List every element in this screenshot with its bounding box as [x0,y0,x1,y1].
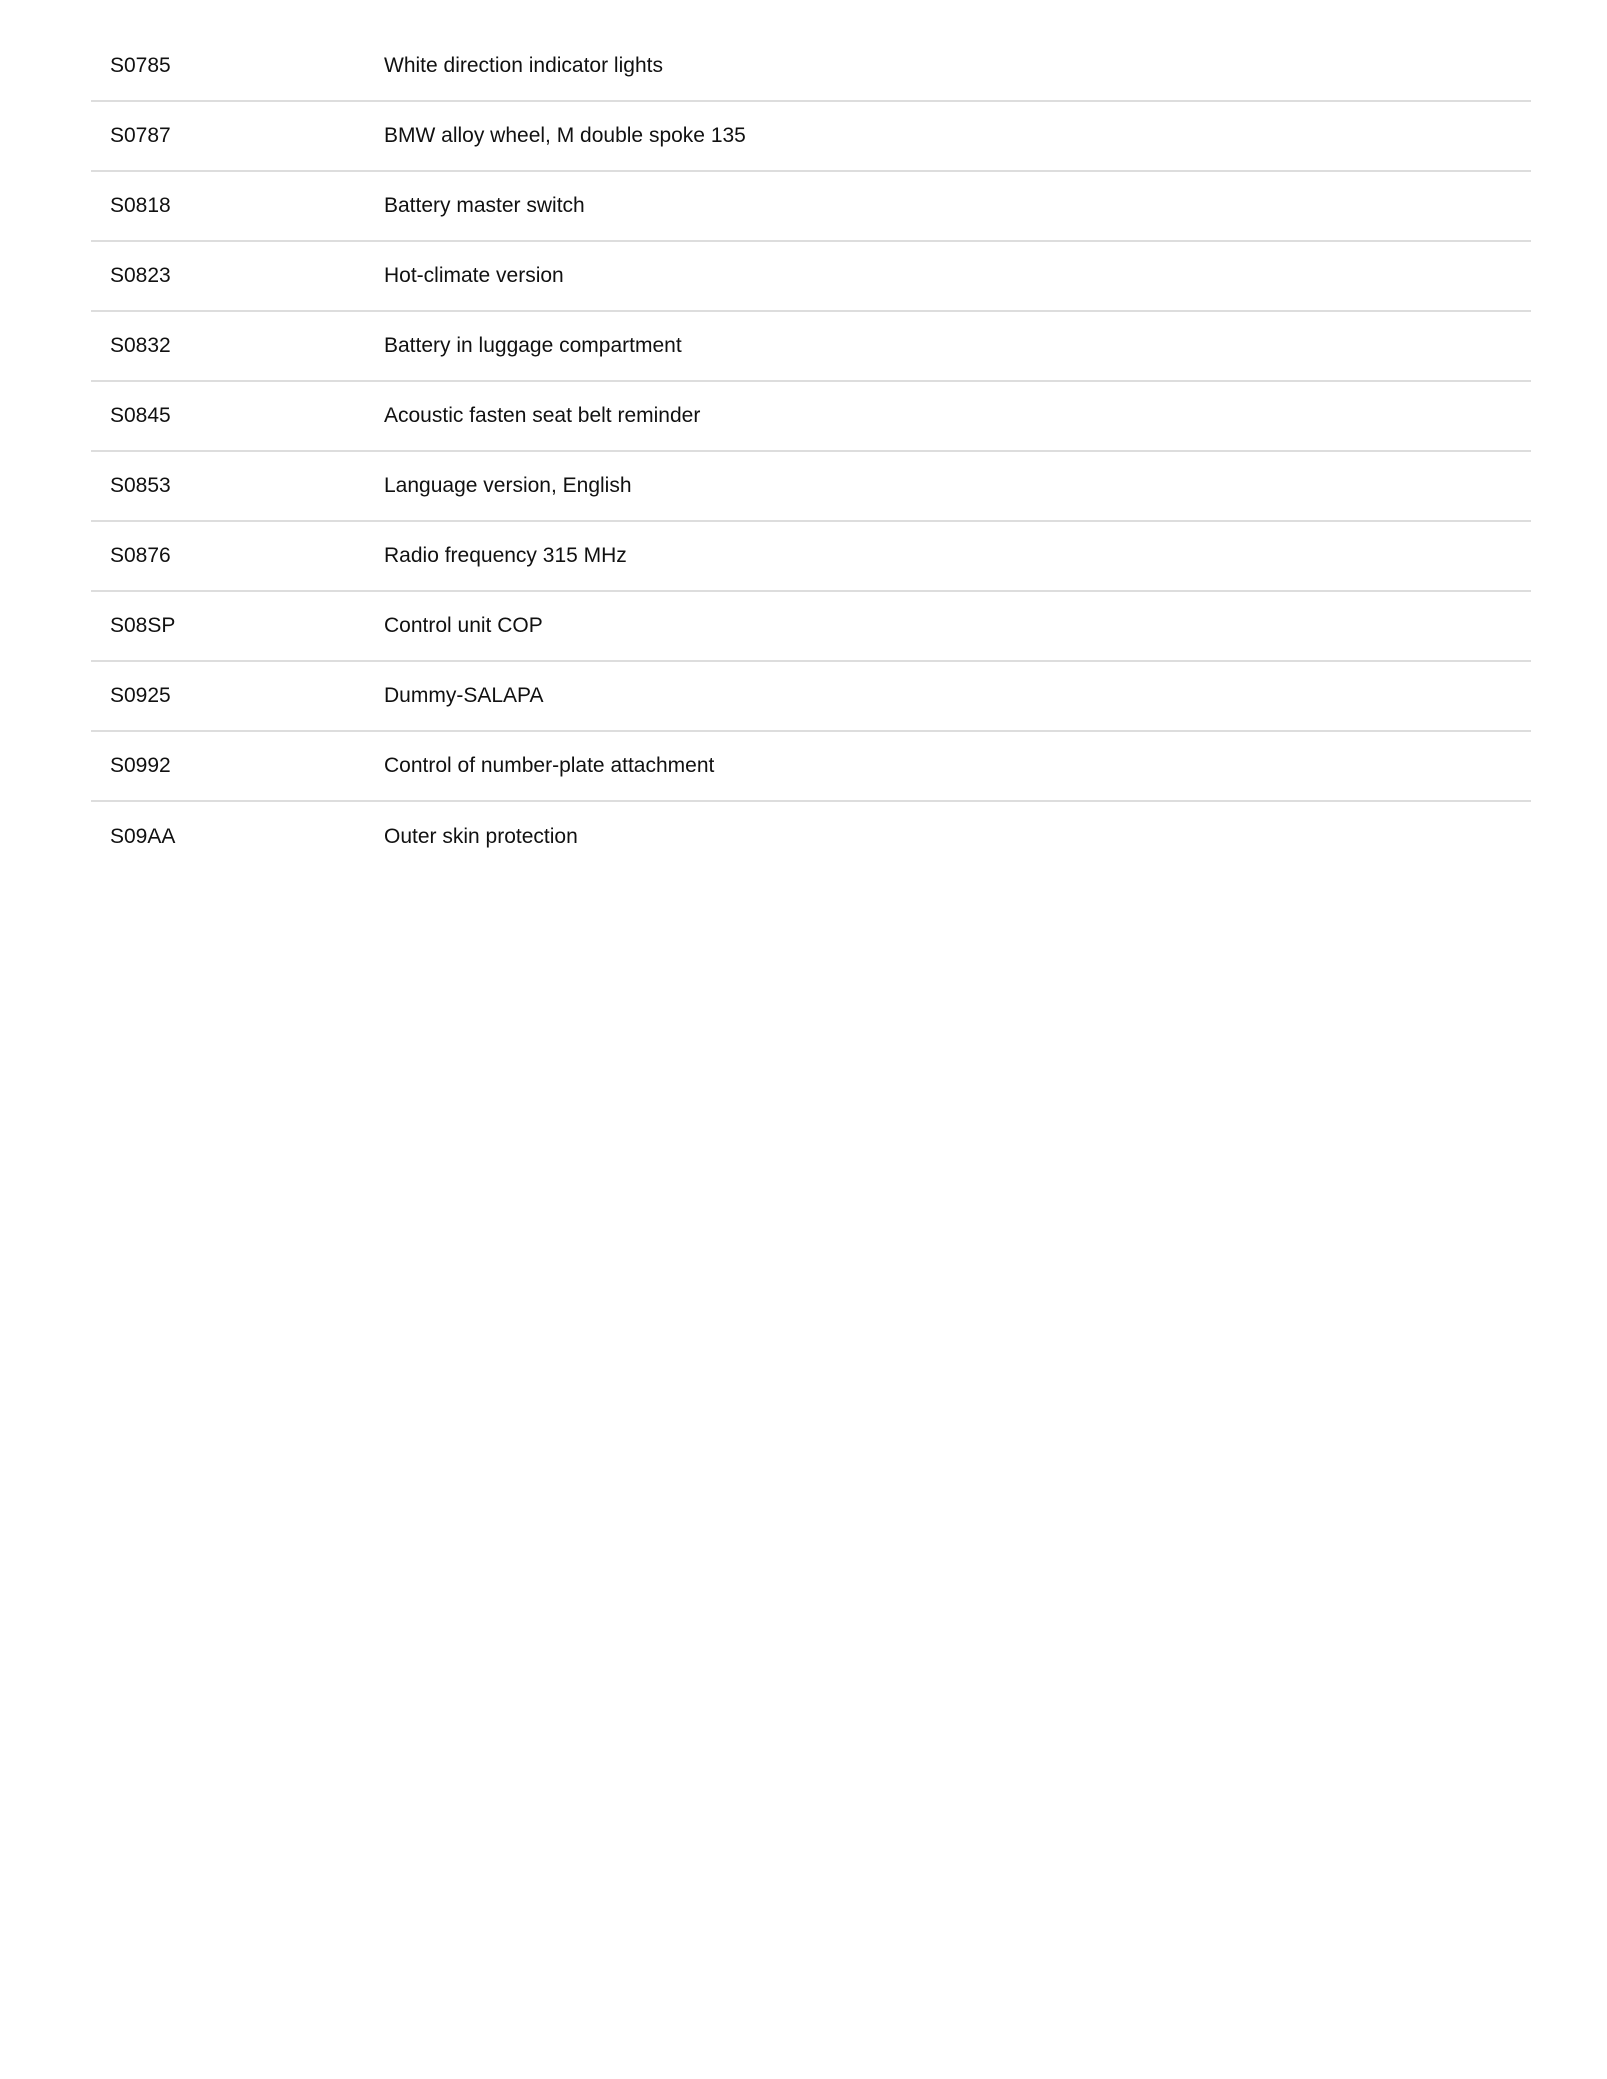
option-description: Hot-climate version [384,241,1531,311]
table-row [91,801,1531,871]
option-code: S0845 [91,381,384,451]
table-row [91,661,1531,731]
option-code: S0787 [91,101,384,171]
option-code: S0823 [91,241,384,311]
table-row [91,31,1531,101]
table-row [91,241,1531,311]
option-description: Control unit COP [384,591,1531,661]
option-description: Acoustic fasten seat belt reminder [384,381,1531,451]
option-description: BMW alloy wheel, M double spoke 135 [384,101,1531,171]
option-description: Language version, English [384,451,1531,521]
table-row [91,591,1531,661]
table-row [91,311,1531,381]
option-description: White direction indicator lights [384,53,663,77]
option-code: S08SP [91,591,384,661]
option-code: S0832 [91,311,384,381]
option-description: Radio frequency 315 MHz [384,521,1531,591]
option-description: Control of number-plate attachment [384,731,1531,801]
option-code: S0876 [91,521,384,591]
option-code: S0785 [110,53,171,77]
table-row [91,731,1531,801]
option-code: S0925 [91,661,384,731]
table-row [91,171,1531,241]
options-table [91,31,1531,871]
option-description: Battery in luggage compartment [384,311,1531,381]
table-row [91,451,1531,521]
option-code: S0992 [91,731,384,801]
option-code: S0853 [91,451,384,521]
option-code: S09AA [91,801,384,871]
option-code: S0818 [91,171,384,241]
option-description: Outer skin protection [384,801,1531,871]
table-row [91,381,1531,451]
option-description: Dummy-SALAPA [384,661,1531,731]
table-row [91,101,1531,171]
table-row [91,521,1531,591]
option-description: Battery master switch [384,171,1531,241]
